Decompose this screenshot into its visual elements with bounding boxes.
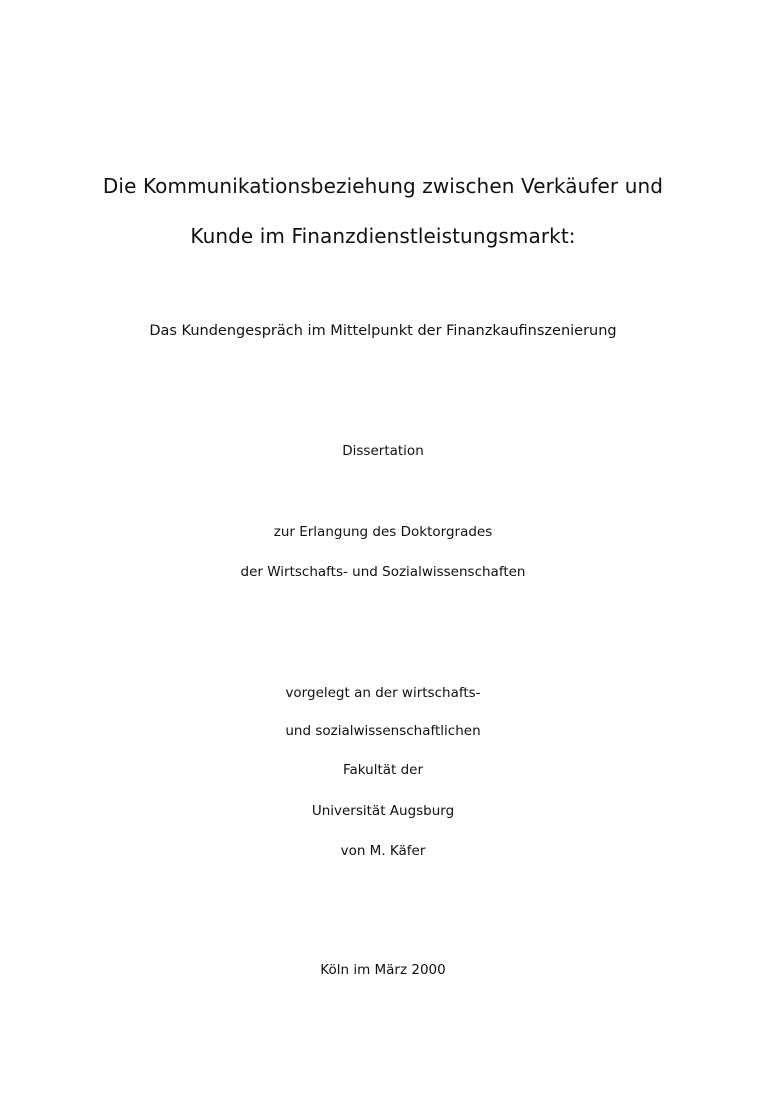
submission-line-1: vorgelegt an der wirtschafts- [285,685,481,701]
place-date: Köln im März 2000 [320,962,446,978]
purpose-line-1: zur Erlangung des Doktorgrades [273,524,493,540]
submission-line-4: Universität Augsburg [311,803,455,819]
document-type: Dissertation [342,443,424,459]
title-line-2: Kunde im Finanzdienstleistungsmarkt: [190,224,576,248]
title-line-1: Die Kommunikationsbeziehung zwischen Verkäufer und [102,174,664,198]
submission-line-3: Fakultät der [342,762,424,778]
purpose-line-2: der Wirtschafts- und Sozialwissenschaften [240,564,526,580]
subtitle: Das Kundengespräch im Mittelpunkt der Finanzkaufinszenierung [149,323,617,339]
submission-line-2: und sozialwissenschaftlichen [285,723,481,739]
author-line: von M. Käfer [340,843,426,859]
